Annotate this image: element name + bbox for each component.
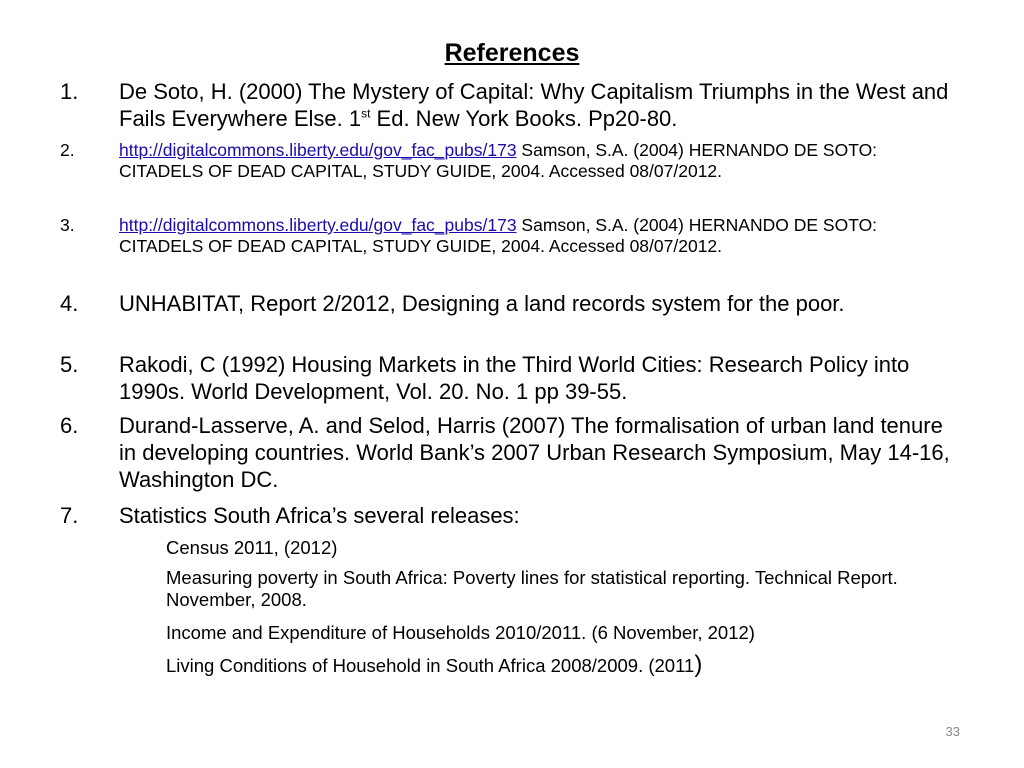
reference-number: 7.	[60, 503, 79, 528]
sub-item-poverty-lines: Measuring poverty in South Africa: Poverty lines for statistical reporting. Technical Report. November, 2008.	[166, 567, 898, 610]
slide-title: References	[444, 39, 580, 67]
reference-text-part: Samson, S.A. (2004) HERNANDO DE SOTO: CITADELS OF DEAD CAPITAL, STUDY GUIDE, 2004. Accessed 08/07/2012.	[119, 215, 878, 256]
reference-item-3	[60, 215, 960, 257]
superscript: st	[361, 106, 371, 121]
reference-item-7	[60, 502, 960, 529]
reference-item-2	[60, 140, 960, 182]
sub-item-income-expenditure: Income and Expenditure of Households 2010/2011. (6 November, 2012)	[166, 622, 755, 643]
reference-text: Statistics South Africa’s several releases:	[119, 503, 520, 528]
reference-text-part: Samson, S.A. (2004) HERNANDO DE SOTO: CITADELS OF DEAD CAPITAL, STUDY GUIDE, 2004. Accessed 08/07/2012.	[119, 140, 878, 181]
sub-item-census: Census 2011, (2012)	[166, 537, 338, 558]
reference-text-part: De Soto, H. (2000) The Mystery of Capital: Why Capitalism Triumphs in the West and Fails Everywhere Else. 1	[119, 79, 949, 131]
reference-text	[119, 215, 960, 257]
reference-text	[119, 78, 960, 132]
sub-item-text: Living Conditions of Household in South Africa 2008/2009. (2011	[166, 655, 695, 676]
reference-text-part: Ed. New York Books. Pp20-80.	[370, 106, 678, 131]
reference-number: 6.	[60, 413, 79, 438]
reference-number: 5.	[60, 352, 79, 377]
reference-number: 1.	[60, 79, 79, 104]
reference-number: 4.	[60, 291, 79, 316]
closing-paren: )	[694, 651, 703, 678]
reference-link[interactable]: http://digitalcommons.liberty.edu/gov_fac_pubs/173	[119, 215, 517, 235]
reference-text: UNHABITAT, Report 2/2012, Designing a land records system for the poor.	[119, 291, 845, 316]
sub-item-living-conditions	[166, 651, 946, 678]
reference-number: 3.	[60, 215, 75, 235]
reference-text: Durand-Lasserve, A. and Selod, Harris (2007) The formalisation of urban land tenure in developing countries. World Bank’s 2007 Urban Research Symposium, May 14-16, Washington DC.	[119, 413, 950, 492]
reference-text	[119, 140, 960, 182]
reference-item-5	[60, 351, 960, 405]
reference-item-6	[60, 412, 960, 493]
reference-text: Rakodi, C (1992) Housing Markets in the Third World Cities: Research Policy into 1990s. World Development, Vol. 20. No. 1 pp 39-55.	[119, 352, 910, 404]
reference-item-1	[60, 78, 960, 132]
page-number: 33	[945, 724, 960, 739]
reference-number: 2.	[60, 140, 75, 160]
reference-link[interactable]: http://digitalcommons.liberty.edu/gov_fac_pubs/173	[119, 140, 517, 160]
reference-item-4	[60, 290, 960, 317]
